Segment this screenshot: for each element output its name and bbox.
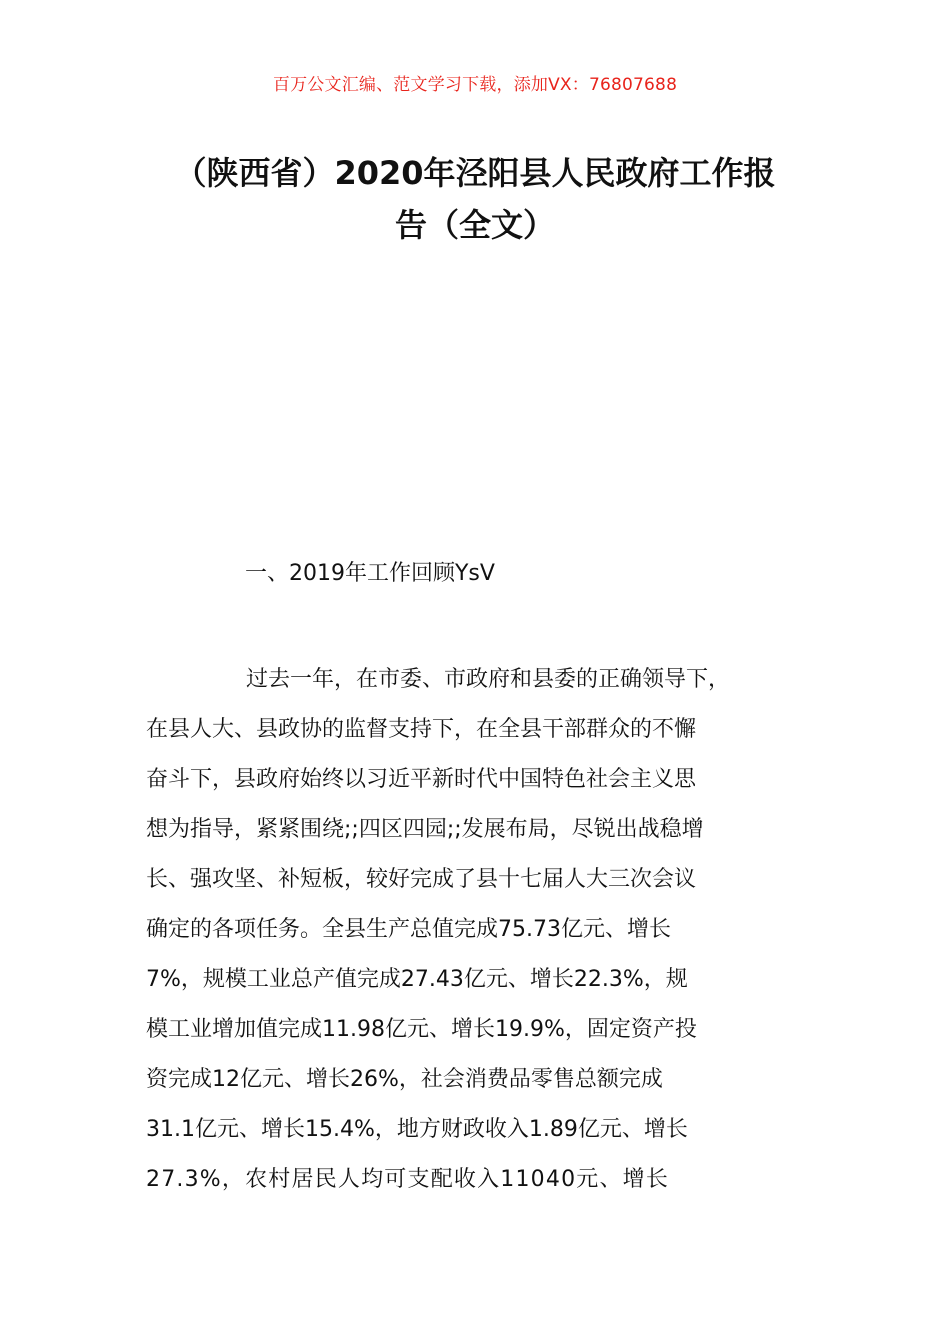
paragraph-line: 奋斗下，县政府始终以习近平新时代中国特色社会主义思 [146,767,697,792]
paragraph-line: 资完成12亿元、增长26%，社会消费品零售总额完成 [146,1067,663,1092]
paragraph-line: 模工业增加值完成11.98亿元、增长19.9%，固定资产投 [146,1017,697,1042]
paragraph-line: 确定的各项任务。全县生产总值完成75.73亿元、增长 [146,917,671,942]
paragraph-line: 7%，规模工业总产值完成27.43亿元、增长22.3%，规 [146,967,688,992]
paragraph-line: 想为指导，紧紧围绕;;四区四园;;发展布局，尽锐出战稳增 [146,817,704,842]
paragraph-line: 31.1亿元、增长15.4%，地方财政收入1.89亿元、增长 [146,1117,688,1142]
header-notice: 百万公文汇编、范文学习下载，添加VX：76807688 [272,75,678,95]
section-heading: 一、2019年工作回顾YsV [245,561,495,586]
paragraph-line: 过去一年，在市委、市政府和县委的正确领导下， [246,667,731,692]
paragraph-line: 在县人大、县政协的监督支持下，在全县干部群众的不懈 [146,717,697,742]
paragraph-line: 长、强攻坚、补短板，较好完成了县十七届人大三次会议 [146,867,697,892]
document-title-line-2: 告（全文） [394,206,555,244]
body-paragraph [146,655,836,1205]
document-title [130,147,820,251]
document-title-line-1: （陕西省）2020年泾阳县人民政府工作报 [174,154,776,192]
paragraph-line: 27.3%，农村居民人均可支配收入11040元、增长 [146,1167,670,1192]
